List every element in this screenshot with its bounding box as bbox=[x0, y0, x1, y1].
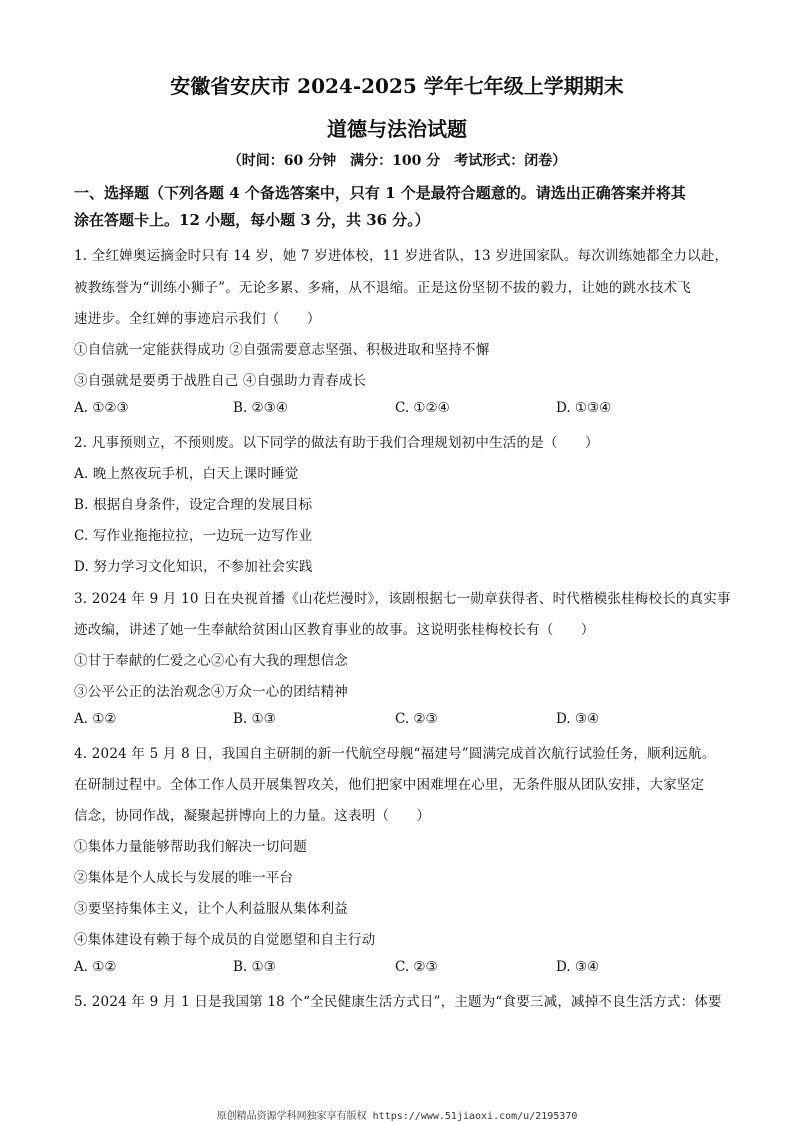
q1-option-c[interactable]: C. ①②④ bbox=[395, 400, 450, 416]
q1-stem-line3: 速进步。全红婵的事迹启示我们（ ） bbox=[74, 311, 321, 327]
q3-option-b[interactable]: B. ①③ bbox=[233, 711, 276, 727]
q4-stem-line1: 4. 2024 年 5 月 8 日，我国自主研制的新一代航空母舰“福建号”圆满完成首次航行试验任务，顺利远航。 bbox=[74, 746, 716, 762]
q3-option-a[interactable]: A. ①② bbox=[74, 711, 117, 727]
q4-statement-3: ③要坚持集体主义，让个人利益服从集体利益 bbox=[74, 901, 348, 917]
q1-option-d[interactable]: D. ①③④ bbox=[556, 400, 612, 416]
q1-stem-line1: 1. 全红婵奥运摘金时只有 14 岁，她 7 岁进体校，11 岁进省队，13 岁进国家队。每次训练她都全力以赴， bbox=[74, 248, 729, 264]
q2-stem: 2. 凡事预则立，不预则废。以下同学的做法有助于我们合理规划初中生活的是（ ） bbox=[74, 435, 599, 451]
q3-option-c[interactable]: C. ②③ bbox=[395, 711, 438, 727]
q3-option-d[interactable]: D. ③④ bbox=[556, 711, 600, 727]
q4-option-b[interactable]: B. ①③ bbox=[233, 959, 276, 975]
q1-option-b[interactable]: B. ②③④ bbox=[233, 400, 288, 416]
q1-statement-1: ①自信就一定能获得成功 ②自强需要意志坚强、积极进取和坚持不懈 bbox=[74, 342, 490, 358]
q4-statement-4: ④集体建设有赖于每个成员的自觉愿望和自主行动 bbox=[74, 932, 376, 948]
q4-statement-1: ①集体力量能够帮助我们解决一切问题 bbox=[74, 839, 307, 855]
exam-title: 安徽省安庆市 2024-2025 学年七年级上学期期末 bbox=[170, 74, 624, 98]
q1-stem-line2: 被教练誉为“训练小狮子”。无论多累、多痛，从不退缩。正是这份坚韧不拔的毅力，让她的跳水技术飞 bbox=[74, 280, 692, 296]
q4-stem-line2: 在研制过程中。全体工作人员开展集智攻关，他们把家中困难埋在心里，无条件服从团队安排，大家坚定 bbox=[74, 777, 705, 793]
q3-stem-line2: 迹改编，讲述了她一生奉献给贫困山区教育事业的故事。这说明张桂梅校长有（ ） bbox=[74, 622, 595, 638]
exam-subtitle: 道德与法治试题 bbox=[327, 117, 467, 141]
q2-option-c[interactable]: C. 写作业拖拖拉拉，一边玩一边写作业 bbox=[74, 528, 313, 544]
q4-option-c[interactable]: C. ②③ bbox=[395, 959, 438, 975]
q2-option-a[interactable]: A. 晚上熬夜玩手机，白天上课时睡觉 bbox=[74, 466, 299, 482]
q2-option-b[interactable]: B. 根据自身条件，设定合理的发展目标 bbox=[74, 497, 313, 513]
q1-statement-2: ③自强就是要勇于战胜自己 ④自强助力青春成长 bbox=[74, 373, 367, 389]
q2-option-d[interactable]: D. 努力学习文化知识，不参加社会实践 bbox=[74, 559, 313, 575]
exam-info: （时间：60 分钟 满分：100 分 考试形式：闭卷） bbox=[227, 153, 567, 169]
q4-stem-line3: 信念，协同作战，凝聚起拼博向上的力量。这表明（ ） bbox=[74, 808, 431, 824]
section-heading-line2: 涂在答题卡上。12 小题，每小题 3 分，共 36 分。） bbox=[74, 211, 430, 229]
q3-statement-2: ③公平公正的法治观念④万众一心的团结精神 bbox=[74, 684, 348, 700]
q3-statement-1: ①甘于奉献的仁爱之心②心有大我的理想信念 bbox=[74, 653, 348, 669]
q4-option-d[interactable]: D. ③④ bbox=[556, 959, 600, 975]
section-heading-line1: 一、选择题（下列各题 4 个备选答案中，只有 1 个是最符合题意的。请选出正确答案并将其 bbox=[74, 184, 686, 202]
q1-option-a[interactable]: A. ①②③ bbox=[74, 400, 129, 416]
q4-statement-2: ②集体是个人成长与发展的唯一平台 bbox=[74, 870, 294, 886]
watermark-footer: 原创精品资源学科网独家享有版权 https://www.51jiaoxi.com/u/2195370 bbox=[216, 1111, 578, 1122]
q3-stem-line1: 3. 2024 年 9 月 10 日在央视首播《山花烂漫时》，该剧根据七一勋章获得者、时代楷模张桂梅校长的真实事 bbox=[74, 591, 731, 607]
q5-stem-line1: 5. 2024 年 9 月 1 日是我国第 18 个“全民健康生活方式日”，主题为“食要三减，减掉不良生活方式：体要 bbox=[74, 994, 722, 1010]
q4-option-a[interactable]: A. ①② bbox=[74, 959, 117, 975]
